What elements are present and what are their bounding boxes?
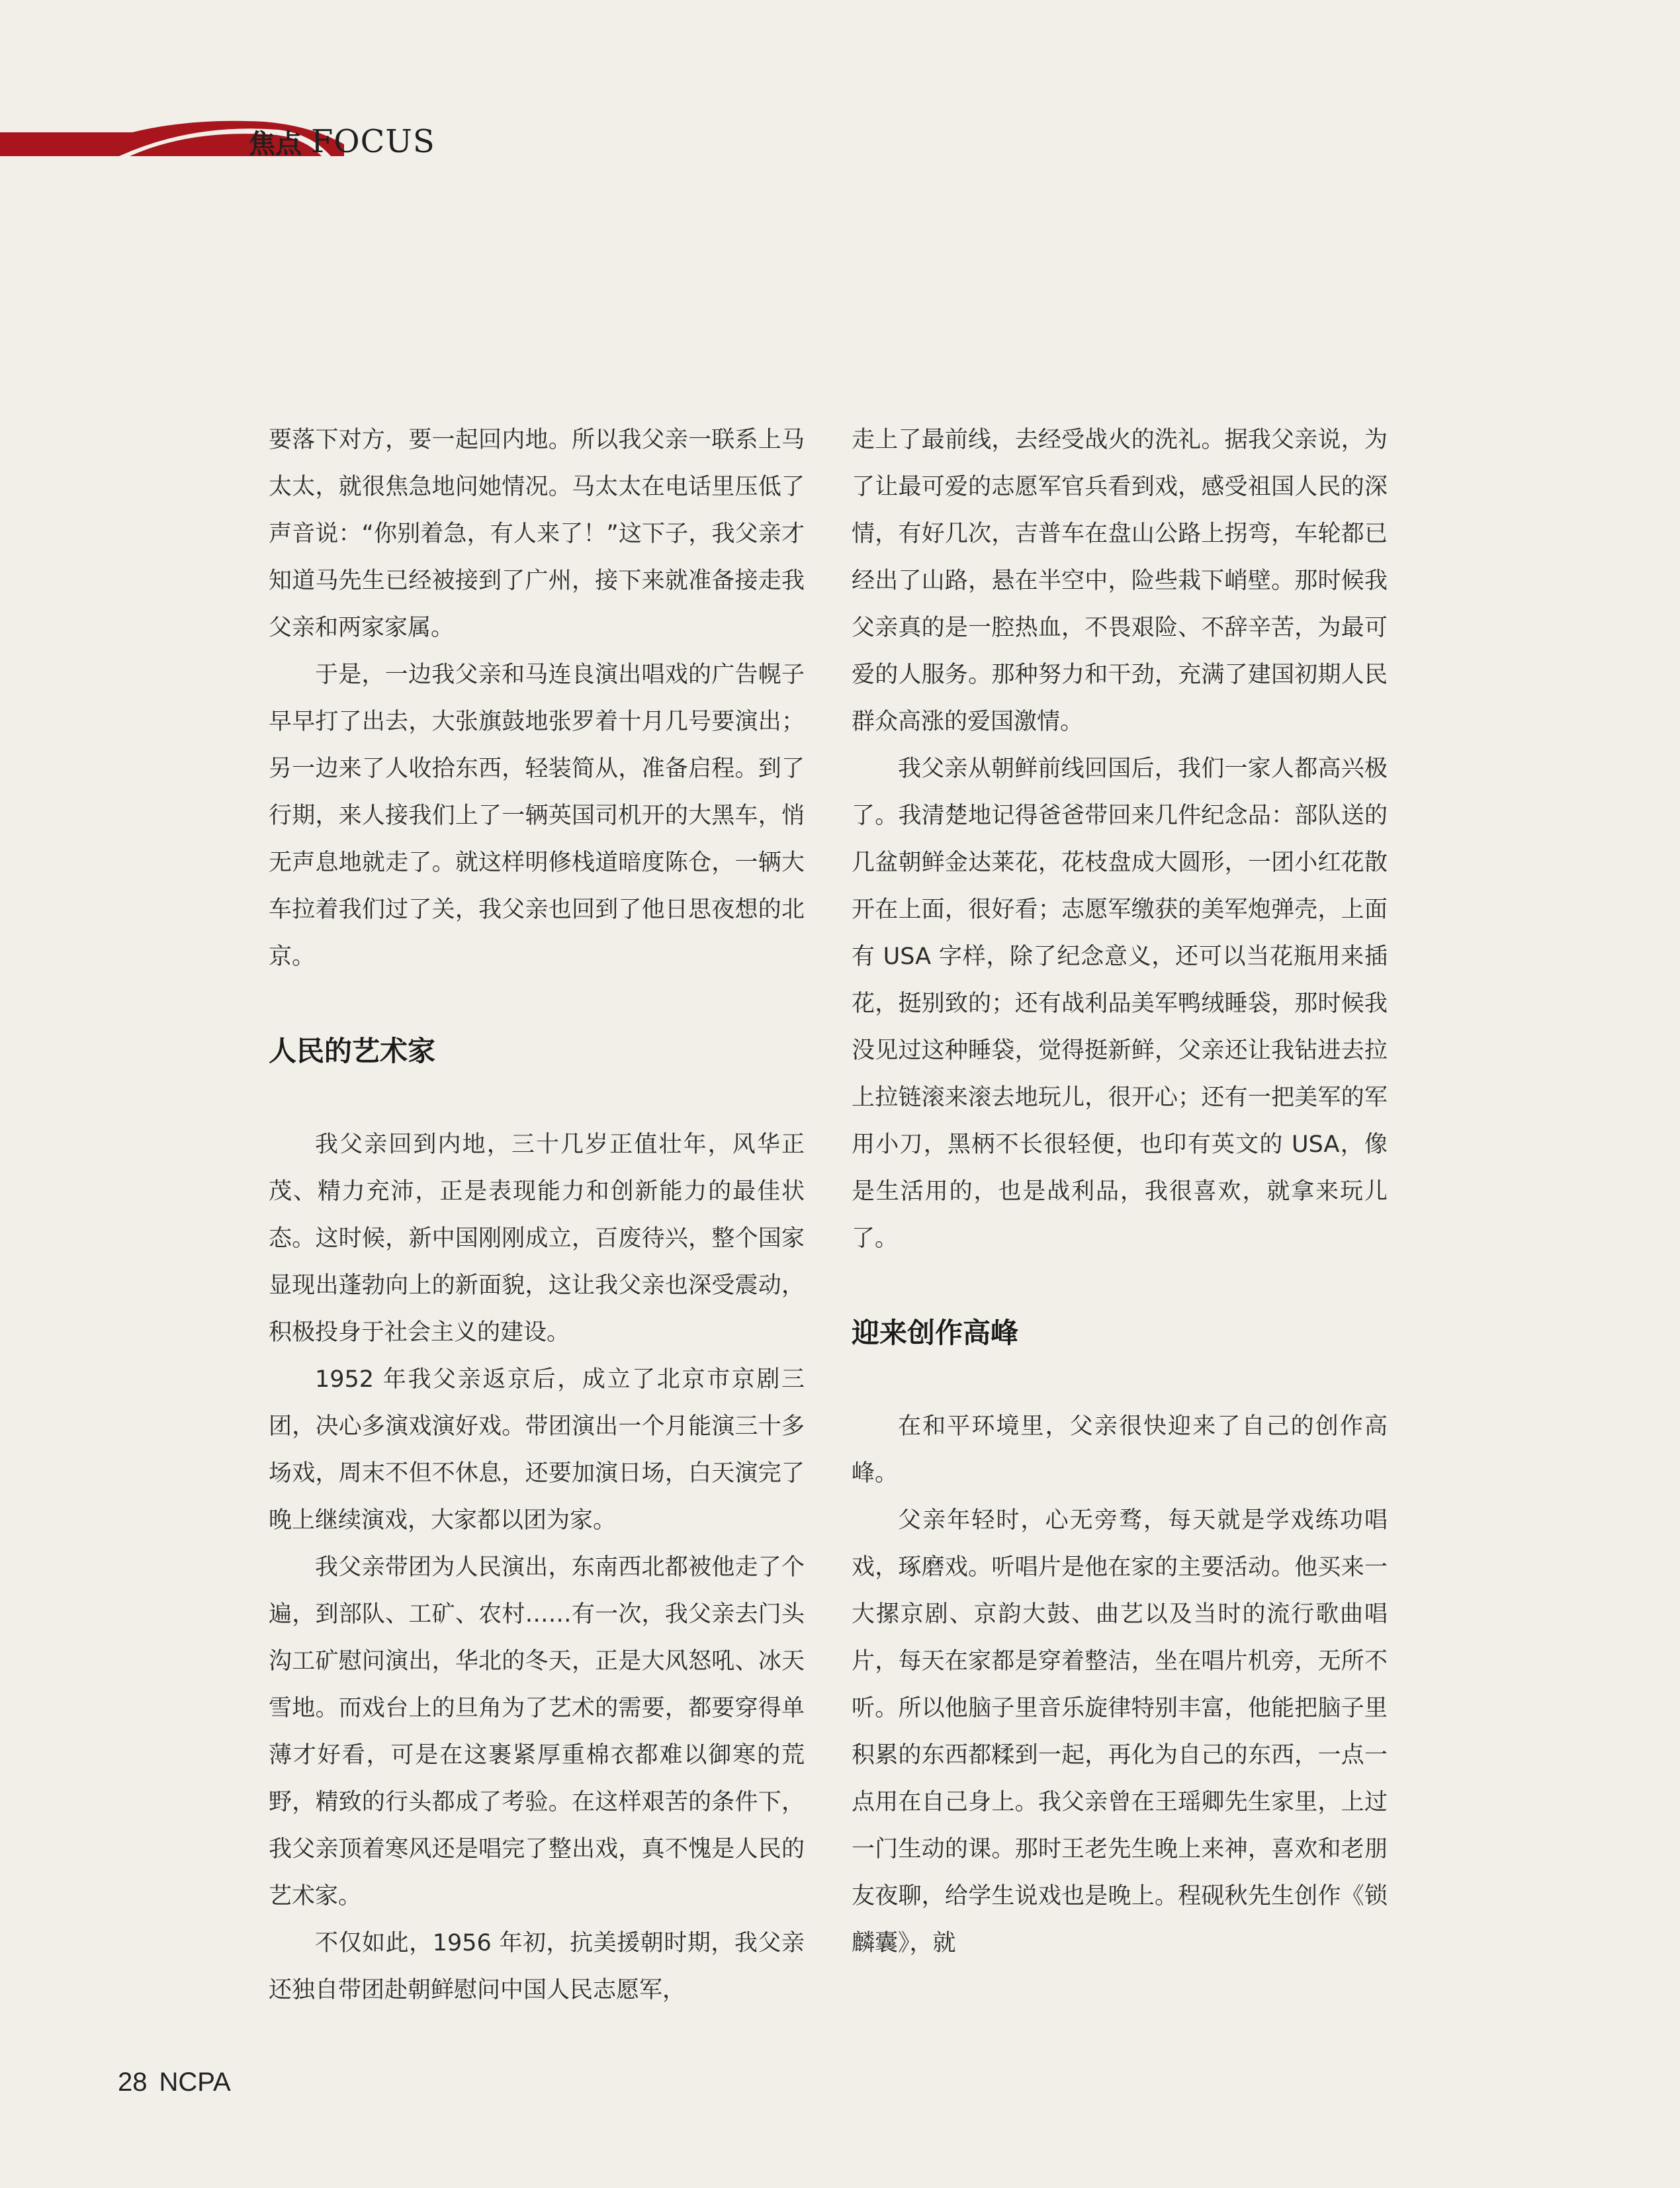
section-title-en: FOCUS	[311, 123, 435, 160]
paragraph: 要落下对方，要一起回内地。所以我父亲一联系上马太太，就很焦急地问她情况。马太太在电话里压低了声音说：“你别着急，有人来了！”这下子，我父亲才知道马先生已经被接到了广州，接下来就准备接走我父亲和两家家属。	[269, 427, 805, 641]
page-footer	[118, 2068, 231, 2097]
publication-name: NCPA	[159, 2068, 231, 2097]
section-title	[249, 122, 435, 161]
paragraph: 我父亲从朝鲜前线回国后，我们一家人都高兴极了。我清楚地记得爸爸带回来几件纪念品：部队送的几盆朝鲜金达莱花，花枝盘成大圆形，一团小红花散开在上面，很好看；志愿军缴获的美军炮弹壳，上面有 USA 字样，除了纪念意义，还可以当花瓶用来插花，挺别致的；还有战利品美军鸭绒睡袋，那时候我没见过这种睡袋，觉得挺新鲜，父亲还让我钻进去拉上拉链滚来滚去地玩儿，很开心；还有一把美军的军用小刀，黑柄不长很轻便，也印有英文的 USA，像是生活用的，也是战利品，我很喜欢，就拿来玩儿了。	[852, 756, 1388, 1252]
paragraph: 我父亲带团为人民演出，东南西北都被他走了个遍，到部队、工矿、农村……有一次，我父亲去门头沟工矿慰问演出，华北的冬天，正是大风怒吼、冰天雪地。而戏台上的旦角为了艺术的需要，都要穿得单薄才好看，可是在这裹紧厚重棉衣都难以御寒的荒野，精致的行头都成了考验。在这样艰苦的条件下，我父亲顶着寒风还是唱完了整出戏，真不愧是人民的艺术家。	[269, 1554, 805, 1909]
page-number: 28	[118, 2068, 148, 2097]
paragraph: 我父亲回到内地，三十几岁正值壮年，风华正茂、精力充沛，正是表现能力和创新能力的最佳状态。这时候，新中国刚刚成立，百废待兴，整个国家显现出蓬勃向上的新面貌，这让我父亲也深受震动，积极投身于社会主义的建设。	[269, 1131, 805, 1346]
paragraph: 不仅如此，1956 年初，抗美援朝时期，我父亲还独自带团赴朝鲜慰问中国人民志愿军，	[269, 1930, 805, 2003]
right-column	[852, 417, 1388, 1967]
section-title-cn: 焦点	[249, 128, 302, 159]
paragraph: 于是，一边我父亲和马连良演出唱戏的广告幌子早早打了出去，大张旗鼓地张罗着十月几号要演出；另一边来了人收拾东西，轻装简从，准备启程。到了行期，来人接我们上了一辆英国司机开的大黑车，悄无声息地就走了。就这样明修栈道暗度陈仓，一辆大车拉着我们过了关，我父亲也回到了他日思夜想的北京。	[269, 662, 805, 970]
left-column	[269, 417, 805, 2014]
paragraph: 1952 年我父亲返京后，成立了北京市京剧三团，决心多演戏演好戏。带团演出一个月能演三十多场戏，周末不但不休息，还要加演日场，白天演完了晚上继续演戏，大家都以团为家。	[269, 1366, 805, 1534]
paragraph: 父亲年轻时，心无旁骛，每天就是学戏练功唱戏，琢磨戏。听唱片是他在家的主要活动。他买来一大摞京剧、京韵大鼓、曲艺以及当时的流行歌曲唱片，每天在家都是穿着整洁，坐在唱片机旁，无所不听。所以他脑子里音乐旋律特别丰富，他能把脑子里积累的东西都糅到一起，再化为自己的东西，一点一点用在自己身上。我父亲曾在王瑶卿先生家里，上过一门生动的课。那时王老先生晚上来神，喜欢和老朋友夜聊，给学生说戏也是晚上。程砚秋先生创作《锁麟囊》，就	[852, 1507, 1388, 1956]
paragraph: 在和平环境里，父亲很快迎来了自己的创作高峰。	[852, 1413, 1388, 1487]
section-heading: 人民的艺术家	[269, 1035, 436, 1067]
section-heading: 迎来创作高峰	[852, 1317, 1019, 1349]
paragraph: 走上了最前线，去经受战火的洗礼。据我父亲说，为了让最可爱的志愿军官兵看到戏，感受祖国人民的深情，有好几次，吉普车在盘山公路上拐弯，车轮都已经出了山路，悬在半空中，险些栽下峭壁。那时候我父亲真的是一腔热血，不畏艰险、不辞辛苦，为最可爱的人服务。那种努力和干劲，充满了建国初期人民群众高涨的爱国激情。	[852, 427, 1388, 735]
